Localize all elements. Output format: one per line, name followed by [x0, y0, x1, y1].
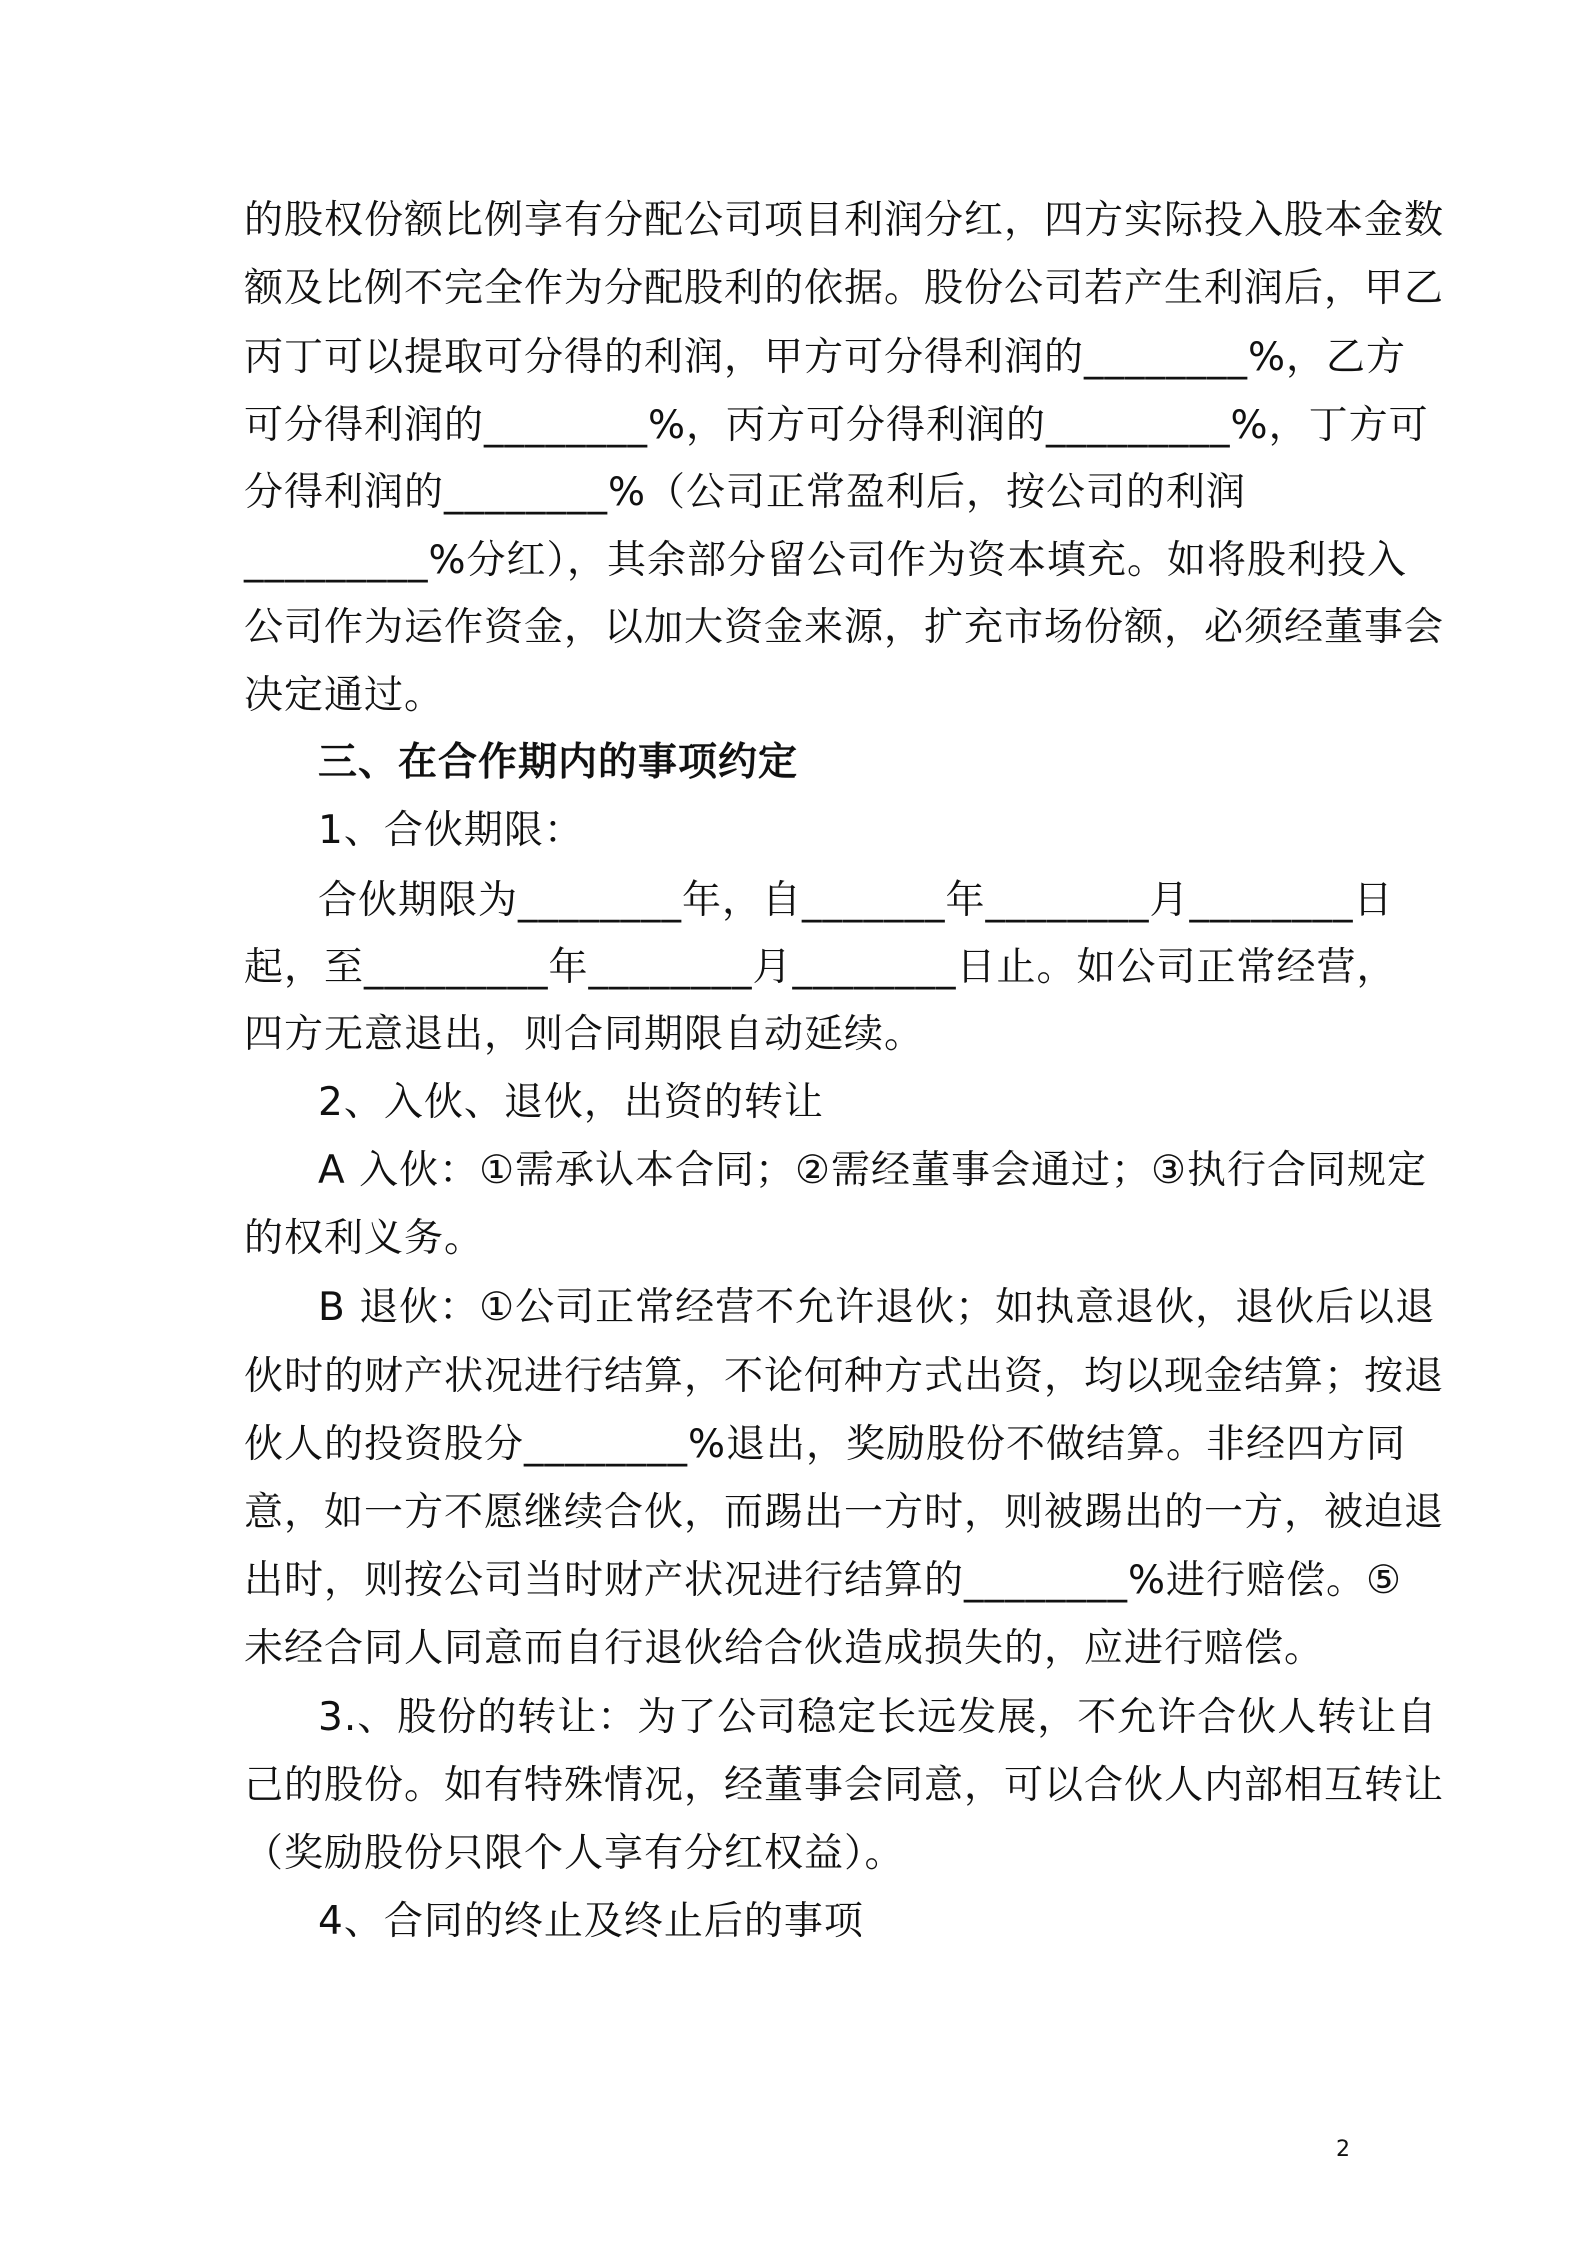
- text-line: 未经合同人同意而自行退伙给合伙造成损失的，应进行赔偿。: [244, 1626, 1325, 1671]
- subsection-heading: 2、入伙、退伙，出资的转让: [318, 1080, 824, 1125]
- page-number: 2: [1336, 2137, 1350, 2162]
- text-line: 伙时的财产状况进行结算，不论何种方式出资，均以现金结算；按退: [244, 1354, 1445, 1399]
- text-line: 额及比例不完全作为分配股利的依据。股份公司若产生利润后，甲乙: [244, 266, 1445, 311]
- text-line: 伙人的投资股分________%退出，奖励股份不做结算。非经四方同: [244, 1422, 1407, 1467]
- text-line: _________%分红），其余部分留公司作为资本填充。如将股利投入: [244, 538, 1408, 583]
- text-line: 可分得利润的________%，丙方可分得利润的_________%，丁方可: [244, 403, 1429, 448]
- section-heading: 三、在合作期内的事项约定: [318, 740, 799, 785]
- text-line: （奖励股份只限个人享有分红权益）。: [244, 1831, 905, 1876]
- text-line: 四方无意退出，则合同期限自动延续。: [244, 1012, 925, 1057]
- text-line: B 退伙：①公司正常经营不允许退伙；如执意退伙，退伙后以退: [318, 1285, 1436, 1330]
- text-line: 分得利润的________%（公司正常盈利后，按公司的利润: [244, 470, 1247, 515]
- text-line: 公司作为运作资金，以加大资金来源，扩充市场份额，必须经董事会: [244, 605, 1445, 650]
- text-line: 决定通过。: [244, 673, 445, 718]
- text-line: 3.、股份的转让：为了公司稳定长远发展，不允许合伙人转让自: [318, 1695, 1438, 1740]
- text-line: 的权利义务。: [244, 1216, 485, 1261]
- text-line: 己的股份。如有特殊情况，经董事会同意，可以合伙人内部相互转让: [244, 1763, 1445, 1808]
- text-line: A 入伙：①需承认本合同；②需经董事会通过；③执行合同规定: [318, 1148, 1427, 1193]
- subsection-heading: 1、合伙期限：: [318, 808, 584, 853]
- text-line: 丙丁可以提取可分得的利润，甲方可分得利润的________%，乙方: [244, 335, 1407, 380]
- text-line: 意，如一方不愿继续合伙，而踢出一方时，则被踢出的一方，被迫退: [244, 1490, 1445, 1535]
- text-line: 的股权份额比例享有分配公司项目利润分红，四方实际投入股本金数: [244, 198, 1445, 243]
- text-line: 出时，则按公司当时财产状况进行结算的________%进行赔偿。⑤: [244, 1558, 1403, 1603]
- text-line: 起，至_________年________月________日止。如公司正常经营，: [244, 945, 1397, 990]
- text-line: 合伙期限为________年，自_______年________月________日: [318, 878, 1394, 923]
- subsection-heading: 4、合同的终止及终止后的事项: [318, 1899, 864, 1944]
